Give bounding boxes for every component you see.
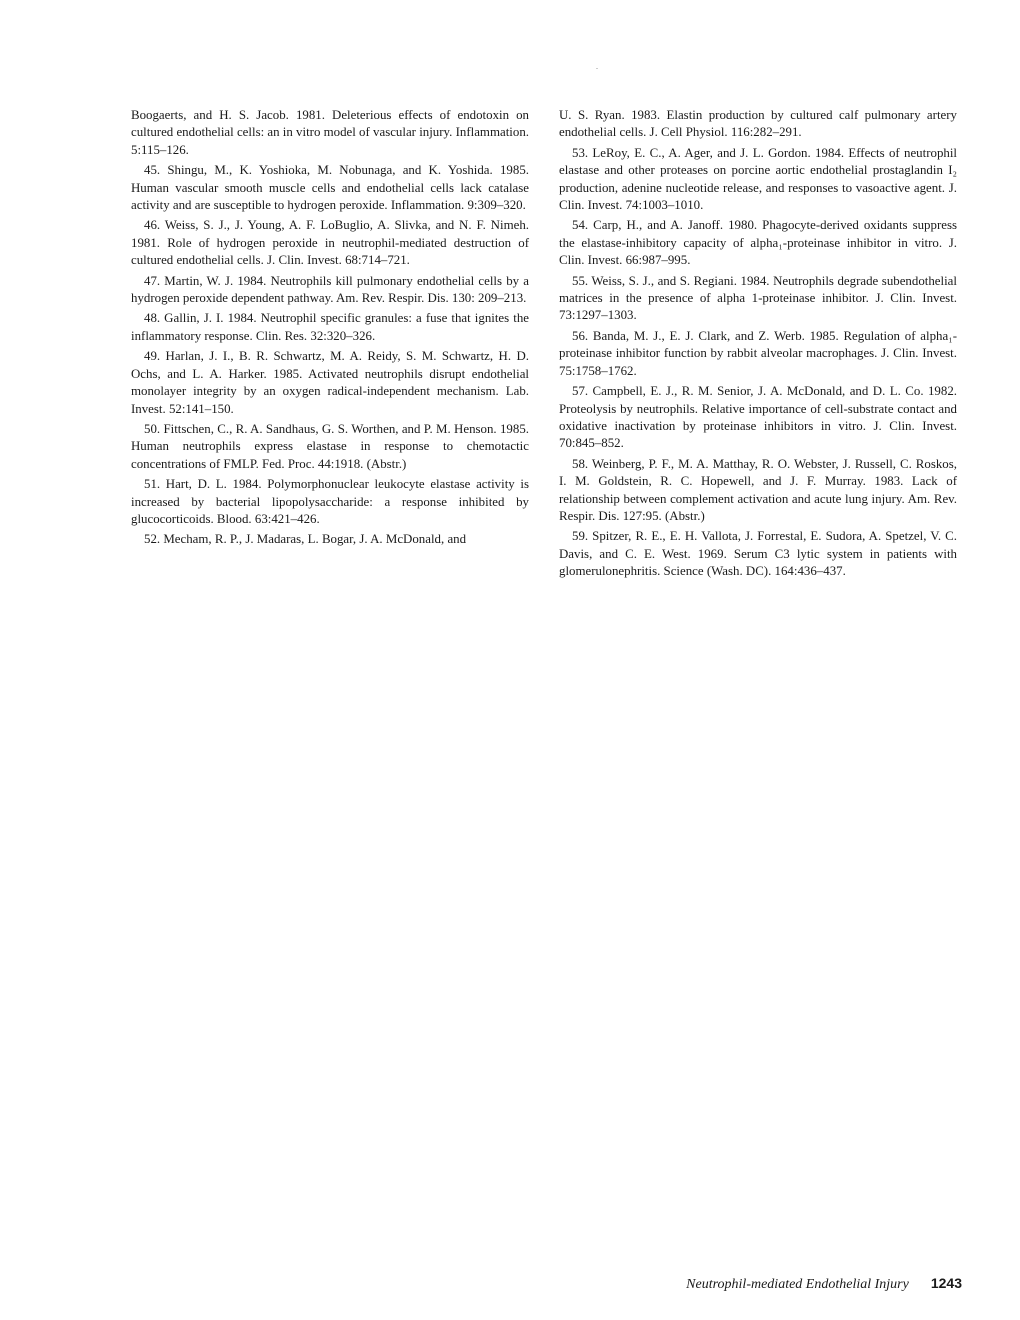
- reference-57: 57. Campbell, E. J., R. M. Senior, J. A. McDonald, and D. L. Co. 1982. Proteolysis by neutrophils. Relative importance of cell-substrate contact and oxidative inactivation by proteinase inhibitors in vitro. J. Clin. Invest. 70:845–852.: [559, 384, 957, 451]
- reference-58: 58. Weinberg, P. F., M. A. Matthay, R. O. Webster, J. Russell, C. Roskos, I. M. Goldstein, R. C. Hopewell, and J. F. Murray. 1983. Lack of relationship between complement activation and acute lung injury. Am. Rev. Respir. Dis. 127:95. (Abstr.): [559, 456, 957, 523]
- reference-49: 49. Harlan, J. I., B. R. Schwartz, M. A. Reidy, S. M. Schwartz, H. D. Ochs, and L. A. Harker. 1985. Activated neutrophils disrupt endothelial monolayer integrity by an oxygen radical-independent mechanism. Lab. Invest. 52:141–150.: [131, 349, 529, 416]
- scan-speck: [596, 68, 598, 69]
- references-left-column: [131, 107, 529, 552]
- reference-52-continued: U. S. Ryan. 1983. Elastin production by cultured calf pulmonary artery endothelial cells. J. Cell Physiol. 116:282–291.: [559, 108, 957, 140]
- page-number: 1243: [930, 1275, 962, 1291]
- reference-56: 56. Banda, M. J., E. J. Clark, and Z. Werb. 1985. Regulation of alpha₁-proteinase inhibitor function by rabbit alveolar macrophages. J. Clin. Invest. 75:1758–1762.: [559, 328, 957, 378]
- reference-50: 50. Fittschen, C., R. A. Sandhaus, G. S. Worthen, and P. M. Henson. 1985. Human neutrophils express elastase in response to chemotactic concentrations of FMLP. Fed. Proc. 44:1918. (Abstr.): [131, 421, 529, 471]
- reference-59: 59. Spitzer, R. E., E. H. Vallota, J. Forrestal, E. Sudora, A. Spetzel, V. C. Davis, and C. E. West. 1969. Serum C3 lytic system in patients with glomerulonephritis. Science (Wash. DC). 164:436–437.: [559, 529, 957, 579]
- reference-47: 47. Martin, W. J. 1984. Neutrophils kill pulmonary endothelial cells by a hydrogen peroxide dependent pathway. Am. Rev. Respir. Dis. 130: 209–213.: [131, 273, 529, 306]
- reference-54: 54. Carp, H., and A. Janoff. 1980. Phagocyte-derived oxidants suppress the elastase-inhibitory capacity of alpha₁-proteinase inhibitor in vitro. J. Clin. Invest. 66:987–995.: [559, 218, 957, 268]
- reference-48: 48. Gallin, J. I. 1984. Neutrophil specific granules: a fuse that ignites the inflammatory response. Clin. Res. 32:320–326.: [131, 311, 529, 343]
- reference-51: 51. Hart, D. L. 1984. Polymorphonuclear leukocyte elastase activity is increased by bacterial lipopolysaccharide: a response inhibited by glucocorticoids. Blood. 63:421–426.: [131, 477, 529, 526]
- reference-46: 46. Weiss, S. J., J. Young, A. F. LoBuglio, A. Slivka, and N. F. Nimeh. 1981. Role of hydrogen peroxide in neutrophil-mediated destruction of cultured endothelial cells. J. Clin. Invest. 68:714–721.: [131, 218, 529, 268]
- running-title: Neutrophil-mediated Endothelial Injury: [686, 1277, 909, 1292]
- reference-45: 45. Shingu, M., K. Yoshioka, M. Nobunaga, and K. Yoshida. 1985. Human vascular smooth muscle cells and endothelial cells lack catalase activity and are susceptible to hydrogen peroxide. Inflammation. 9:309–320.: [131, 163, 529, 213]
- page-footer: [686, 1275, 962, 1293]
- reference-53: 53. LeRoy, E. C., A. Ager, and J. L. Gordon. 1984. Effects of neutrophil elastase and other proteases on porcine aortic endothelial prostaglandin I₂ production, adenine nucleotide release, and responses to vasoactive agent. J. Clin. Invest. 74:1003–1010.: [559, 145, 957, 213]
- reference-55: 55. Weiss, S. J., and S. Regiani. 1984. Neutrophils degrade subendothelial matrices in the presence of alpha 1-proteinase inhibitor. J. Clin. Invest. 73:1297–1303.: [559, 273, 957, 323]
- reference-44-continued: Boogaerts, and H. S. Jacob. 1981. Deleterious effects of endotoxin on cultured endothelial cells: an in vitro model of vascular injury. Inflammation. 5:115–126.: [131, 108, 529, 157]
- references-right-column: [559, 107, 957, 584]
- reference-52: 52. Mecham, R. P., J. Madaras, L. Bogar, J. A. McDonald, and: [144, 532, 467, 547]
